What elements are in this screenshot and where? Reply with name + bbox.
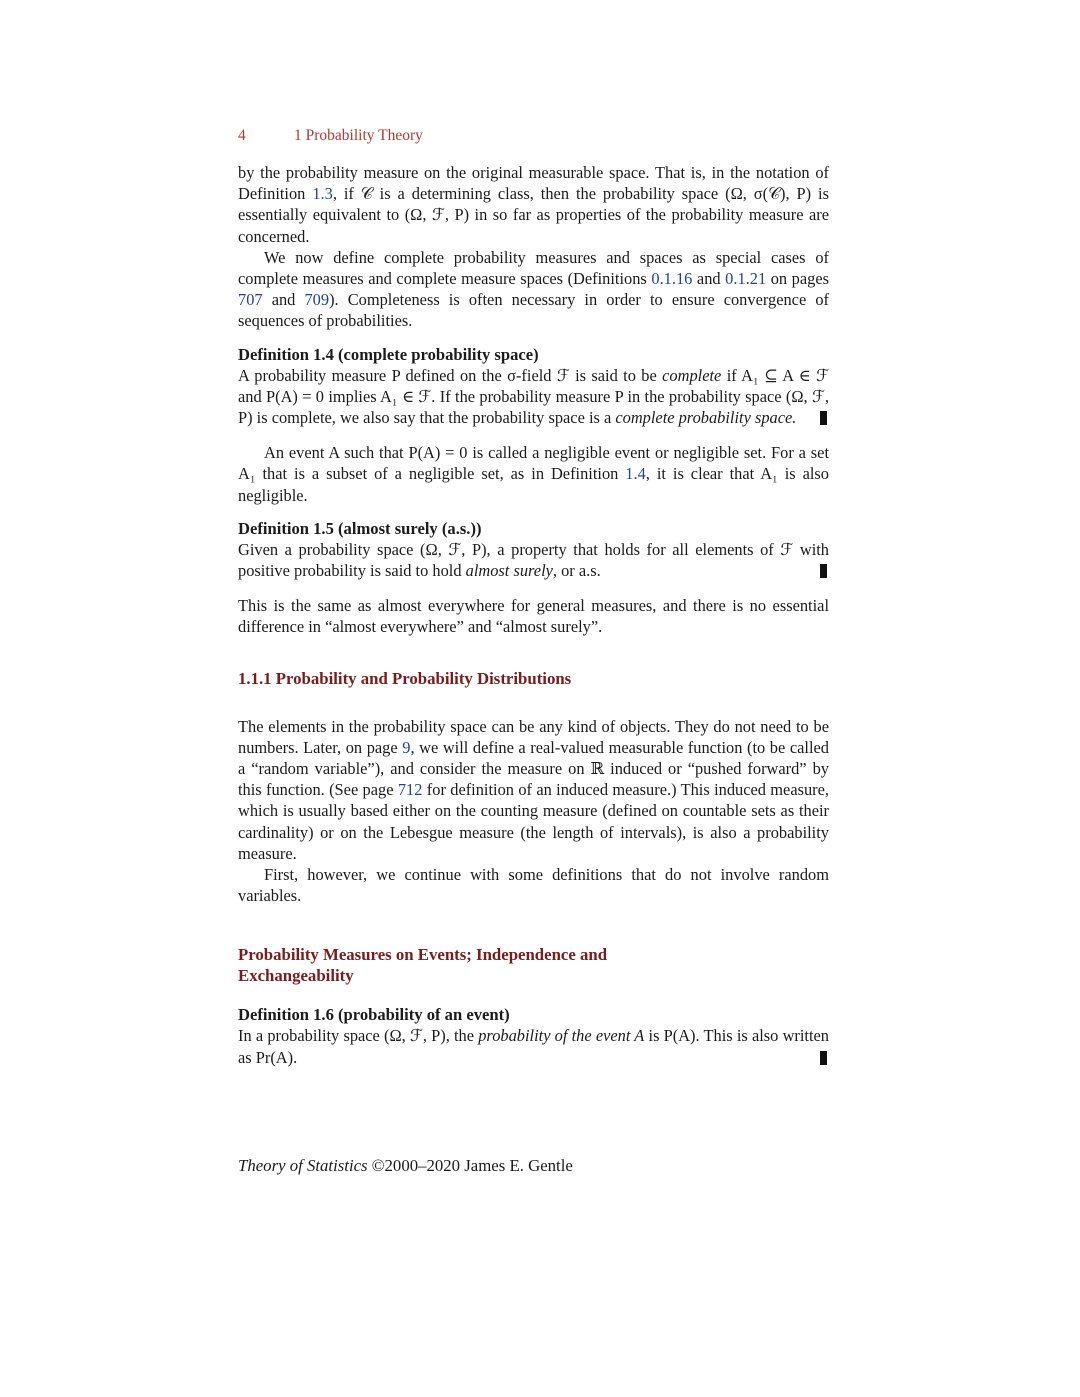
ref-link-page-712[interactable]: 712 bbox=[397, 780, 423, 800]
ref-link-page-709[interactable]: 709 bbox=[304, 290, 330, 310]
page-number: 4 bbox=[238, 127, 246, 144]
running-head bbox=[238, 126, 829, 146]
definition-1-5-title: Definition 1.5 (almost surely (a.s.)) bbox=[238, 518, 482, 538]
definition-1-6-title: Definition 1.6 (probability of an event) bbox=[238, 1005, 510, 1025]
section-heading-1-1-1: 1.1.1 Probability and Probability Distributions bbox=[238, 668, 572, 688]
page-content bbox=[238, 126, 829, 1068]
paragraph-1: by the probability measure on the original measurable space. That is, in the notation of Definition 1.3, if 𝒞 is a determining class, then the probability space (Ω, σ(𝒞), P) is essentially equivalent to (Ω, ℱ, P) in so far as properties of the probability measure are concerned. bbox=[238, 163, 829, 246]
paragraph-2: We now define complete probability measures and spaces as special cases of complete measures and complete measure spaces (Definitions 0.1.16 and 0.1.21 on pages 707 and 709). Completeness is often necessary in order to ensure convergence of sequences of probabilities. bbox=[238, 247, 830, 331]
qed-mark bbox=[820, 1051, 827, 1065]
footer-copyright: ©2000–2020 James E. Gentle bbox=[367, 1156, 573, 1175]
qed-mark bbox=[820, 564, 827, 578]
paragraph-3: An event A such that P(A) = 0 is called a negligible event or negligible set. For a set A₁ that is a subset of a negligible set, as in Definition 1.4, it is clear that A₁ is also negligible. bbox=[238, 443, 829, 505]
paragraph-6: First, however, we continue with some definitions that do not involve random variables. bbox=[238, 865, 829, 906]
chapter-title: 1 Probability Theory bbox=[294, 127, 423, 144]
ref-link-definition-0-1-21[interactable]: 0.1.21 bbox=[725, 269, 767, 289]
paragraph-5: The elements in the probability space can be any kind of objects. They do not need to be numbers. Later, on page 9, we will define a real-valued measurable function (to be called a “random variable”), and consider the measure on ℝ induced or “pushed forward” by this function. (See page 712 for definition of an induced measure.) This induced measure, which is usually based either on the counting measure (defined on countable sets as their cardinality) or on the Lebesgue measure (the length of intervals), is also a probability measure. bbox=[238, 716, 830, 863]
subsection-heading: Probability Measures on Events; Independence and Exchangeability bbox=[238, 945, 608, 986]
definition-1-4-title: Definition 1.4 (complete probability space) bbox=[238, 344, 539, 364]
ref-link-definition-1-3[interactable]: 1.3 bbox=[312, 184, 333, 204]
page-footer bbox=[238, 1155, 573, 1177]
footer-book-title: Theory of Statistics bbox=[238, 1156, 368, 1175]
definition-1-4-body: A probability measure P defined on the σ-field ℱ is said to be complete if A₁ ⊆ A ∈ ℱ and P(A) = 0 implies A₁ ∈ ℱ. If the probability measure P in the probability space (Ω, ℱ, P) is complete, we also say that the probability space is a complete probability space. bbox=[238, 365, 829, 428]
paragraph-4: This is the same as almost everywhere for general measures, and there is no essential difference in “almost everywhere” and “almost surely”. bbox=[238, 596, 829, 637]
definition-1-5-body: Given a probability space (Ω, ℱ, P), a property that holds for all elements of ℱ with positive probability is said to hold almost surely, or a.s. bbox=[238, 539, 829, 581]
ref-link-page-707[interactable]: 707 bbox=[238, 290, 263, 310]
qed-mark bbox=[820, 411, 827, 425]
definition-1-6-body: In a probability space (Ω, ℱ, P), the probability of the event A is P(A). This is also written as Pr(A). bbox=[238, 1026, 830, 1067]
ref-link-definition-1-4[interactable]: 1.4 bbox=[625, 464, 646, 484]
ref-link-page-9[interactable]: 9 bbox=[402, 737, 411, 757]
ref-link-definition-0-1-16[interactable]: 0.1.16 bbox=[651, 269, 693, 289]
